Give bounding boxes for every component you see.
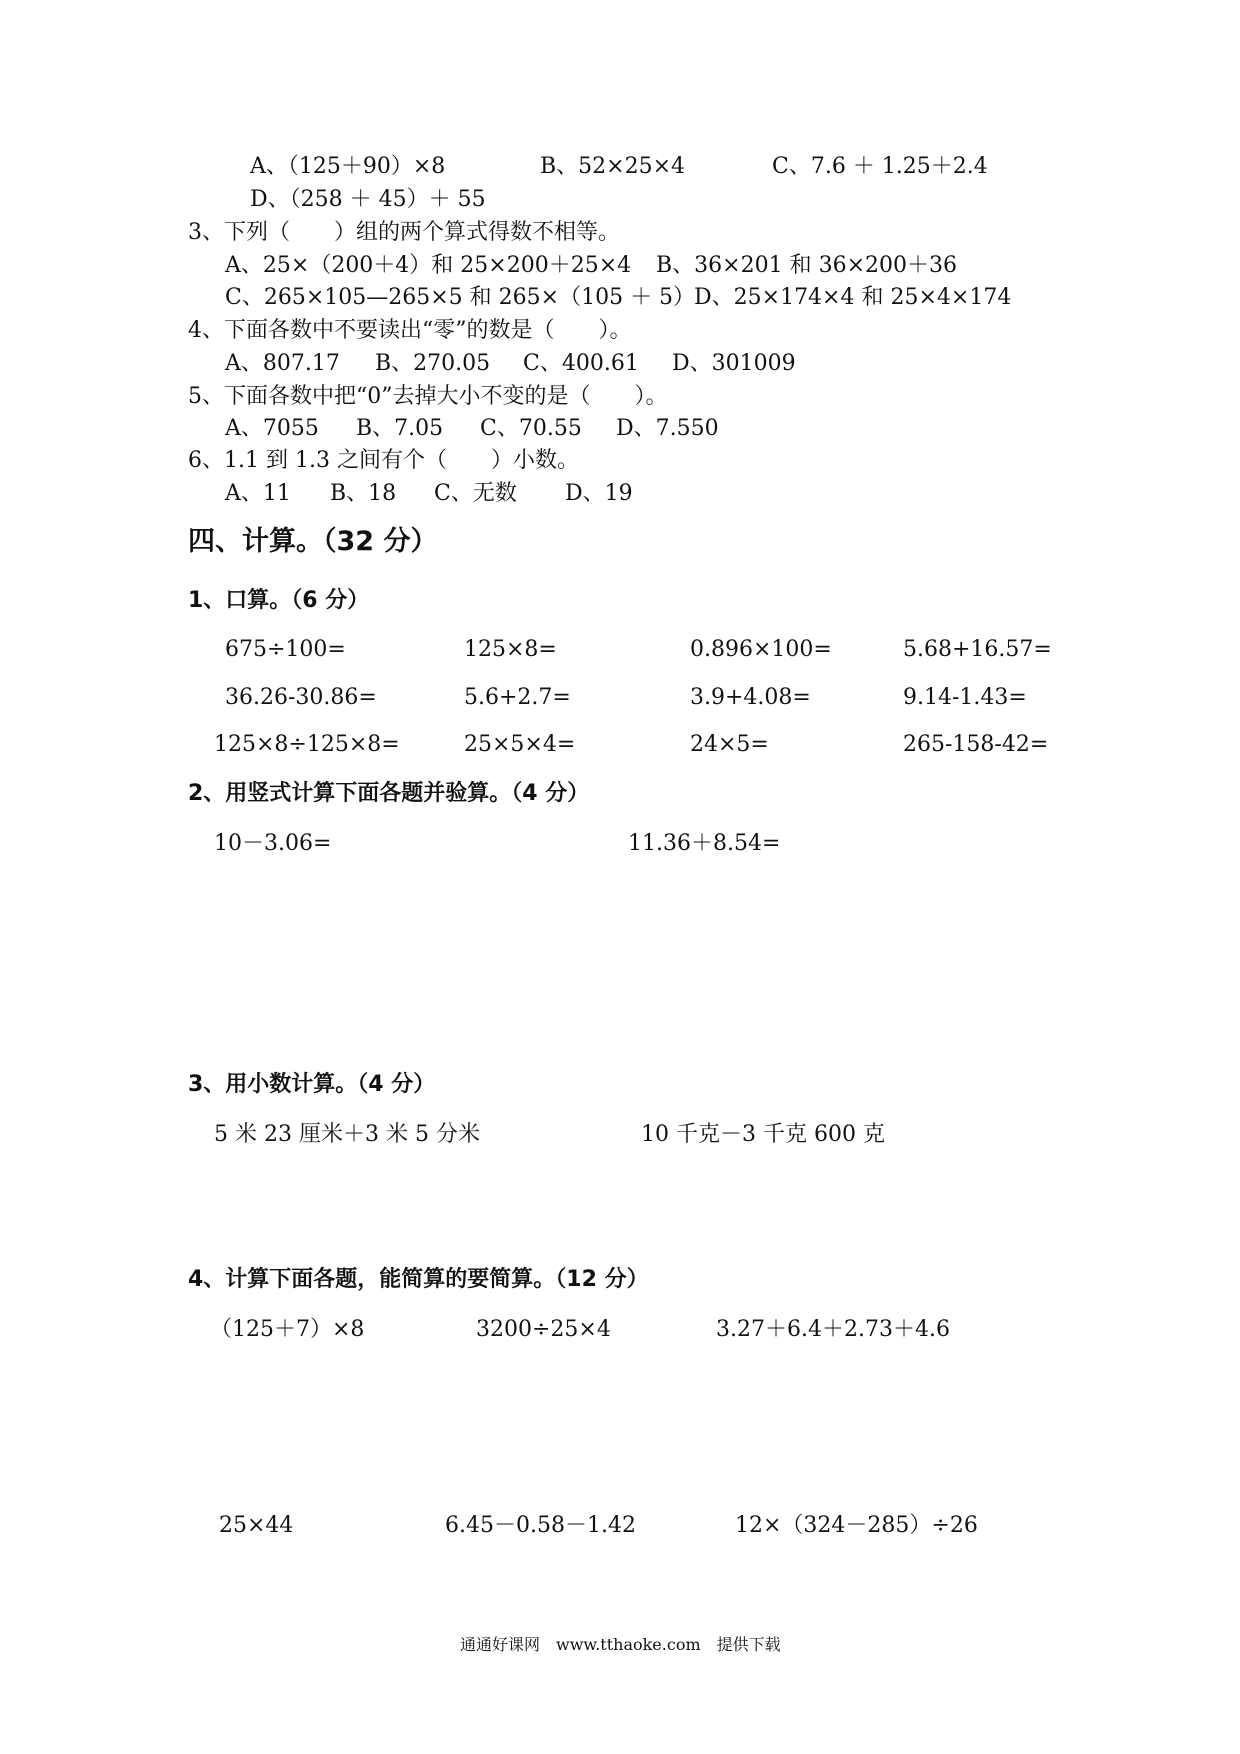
oral-item: 36.26-30.86= xyxy=(225,685,377,710)
part-4-title: 4、计算下面各题，能简算的要简算。（12 分） xyxy=(188,1267,649,1292)
q3-option-a: A、25×（200＋4）和 25×200＋25×4 xyxy=(225,253,632,278)
section-4-title: 四、计算。（32 分） xyxy=(188,526,438,557)
q5-option-d: D、7.550 xyxy=(616,416,719,441)
q2-option-c: C、7.6 ＋ 1.25＋2.4 xyxy=(772,154,988,179)
q4-option-d: D、301009 xyxy=(672,351,796,376)
oral-item: 675÷100= xyxy=(225,637,346,662)
q5-option-b: B、7.05 xyxy=(356,416,444,441)
oral-item: 125×8÷125×8= xyxy=(214,732,400,757)
simplify-calc-item: （125＋7）×8 xyxy=(210,1317,365,1342)
q4-option-c: C、400.61 xyxy=(523,351,639,376)
part-3-title: 3、用小数计算。（4 分） xyxy=(188,1072,436,1097)
oral-item: 25×5×4= xyxy=(464,732,576,757)
q3-option-b: B、36×201 和 36×200＋36 xyxy=(656,253,957,278)
simplify-calc-item: 25×44 xyxy=(219,1513,294,1538)
simplify-calc-item: 3.27＋6.4＋2.73＋4.6 xyxy=(716,1317,950,1342)
q3-option-d: D、25×174×4 和 25×4×174 xyxy=(694,285,1012,310)
part-1-title: 1、口算。（6 分） xyxy=(188,588,370,613)
q3-stem: 3、下列（ ）组的两个算式得数不相等。 xyxy=(188,220,620,245)
oral-item: 5.68+16.57= xyxy=(903,637,1052,662)
q6-option-b: B、18 xyxy=(330,481,397,506)
oral-item: 24×5= xyxy=(690,732,769,757)
simplify-calc-item: 6.45－0.58－1.42 xyxy=(445,1513,636,1538)
q5-stem: 5、下面各数中把“0”去掉大小不变的是（ ）。 xyxy=(188,384,668,409)
q2-option-b: B、52×25×4 xyxy=(540,154,686,179)
q2-option-a: A、（125＋90）×8 xyxy=(250,154,446,179)
q6-stem: 6、1.1 到 1.3 之间有个（ ）小数。 xyxy=(188,448,579,473)
q4-option-b: B、270.05 xyxy=(375,351,491,376)
q5-option-a: A、7055 xyxy=(225,416,319,441)
footer-source: 通通好课网 www.tthaoke.com 提供下载 xyxy=(460,1635,781,1654)
simplify-calc-item: 3200÷25×4 xyxy=(476,1317,611,1342)
decimal-calc-item: 10 千克－3 千克 600 克 xyxy=(641,1122,885,1147)
q3-option-c: C、265×105—265×5 和 265×（105 ＋ 5） xyxy=(225,285,696,310)
oral-item: 5.6+2.7= xyxy=(464,685,571,710)
decimal-calc-item: 5 米 23 厘米＋3 米 5 分米 xyxy=(214,1122,480,1147)
oral-item: 125×8= xyxy=(464,637,557,662)
oral-item: 0.896×100= xyxy=(690,637,832,662)
part-2-title: 2、用竖式计算下面各题并验算。（4 分） xyxy=(188,781,590,806)
q6-option-c: C、无数 xyxy=(434,481,517,506)
vertical-calc-item: 10－3.06= xyxy=(214,831,332,856)
q2-option-d: D、（258 ＋ 45）＋ 55 xyxy=(250,187,486,212)
vertical-calc-item: 11.36＋8.54= xyxy=(628,831,781,856)
oral-item: 265-158-42= xyxy=(903,732,1049,757)
q4-option-a: A、807.17 xyxy=(225,351,340,376)
q6-option-a: A、11 xyxy=(225,481,291,506)
q5-option-c: C、70.55 xyxy=(480,416,582,441)
q4-stem: 4、下面各数中不要读出“零”的数是（ ）。 xyxy=(188,318,632,343)
oral-item: 9.14-1.43= xyxy=(903,685,1027,710)
oral-item: 3.9+4.08= xyxy=(690,685,811,710)
simplify-calc-item: 12×（324－285）÷26 xyxy=(735,1513,978,1538)
q6-option-d: D、19 xyxy=(565,481,633,506)
